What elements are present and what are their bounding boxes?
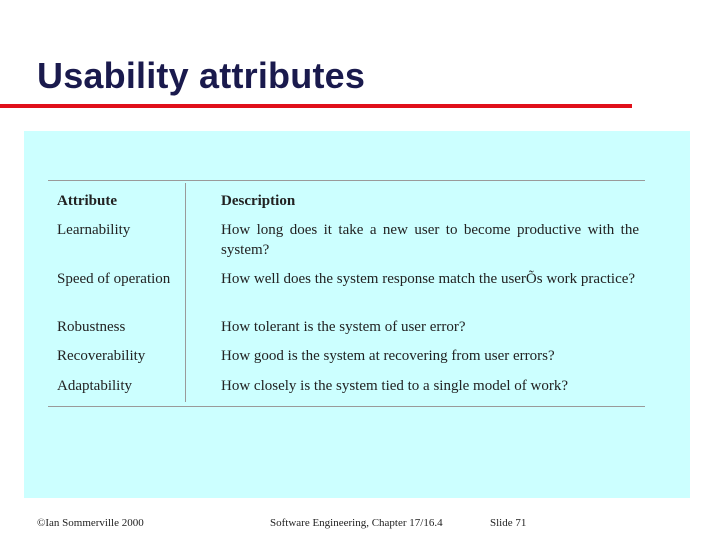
footer-book-reference: Software Engineering, Chapter 17/16.4: [270, 517, 443, 529]
slide-title: Usability attributes: [37, 55, 366, 96]
row-description-learnability: How long does it take a new user to become productive with the system?: [221, 222, 639, 258]
footer-copyright: ©Ian Sommerville 2000: [37, 517, 144, 529]
row-attribute-learnability: Learnability: [57, 222, 131, 238]
usability-table: [48, 180, 645, 407]
header-attribute: Attribute: [57, 193, 117, 209]
row-attribute-robustness: Robustness: [57, 319, 126, 335]
header-description: Description: [221, 193, 296, 209]
row-attribute-speed: Speed of operation: [57, 271, 171, 287]
row-attribute-recoverability: Recoverability: [57, 348, 146, 364]
row-attribute-adaptability: Adaptability: [57, 378, 132, 394]
title-underline: [0, 104, 632, 108]
row-description-recoverability: How good is the system at recovering from user errors?: [221, 348, 555, 364]
row-description-robustness: How tolerant is the system of user error?: [221, 319, 466, 335]
row-description-adaptability: How closely is the system tied to a single model of work?: [221, 378, 569, 394]
row-description-speed: How well does the system response match the userÕs work practice?: [221, 271, 636, 287]
table-column-divider: [185, 183, 186, 402]
footer-slide-number: Slide 71: [490, 517, 527, 529]
